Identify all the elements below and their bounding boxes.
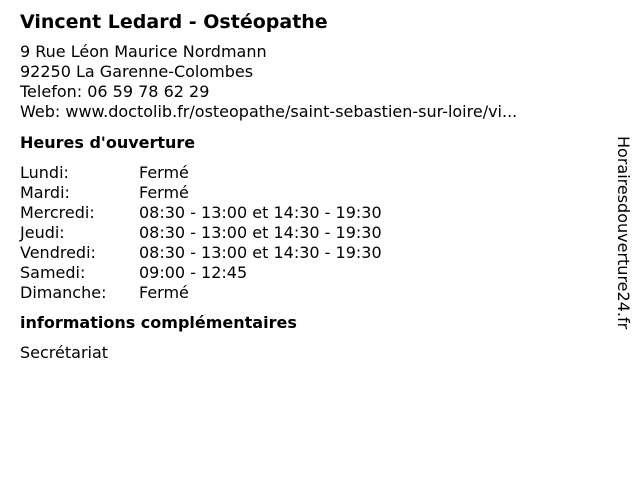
website-link[interactable]: Web: www.doctolib.fr/osteopathe/saint-sebastien-sur-loire/vi... (20, 102, 518, 121)
site-watermark: Horairesdouverture24.fr (614, 136, 633, 330)
day-label-tuesday: Mardi: (20, 183, 70, 202)
hours-value-saturday: 09:00 - 12:45 (139, 263, 248, 282)
additional-info-text: Secrétariat (20, 343, 109, 362)
hours-value-sunday: Fermé (139, 283, 189, 302)
hours-row-thursday (20, 223, 600, 243)
day-label-wednesday: Mercredi: (20, 203, 95, 222)
hours-value-wednesday: 08:30 - 13:00 et 14:30 - 19:30 (139, 203, 382, 222)
hours-value-monday: Fermé (139, 163, 189, 182)
business-info-card (20, 10, 600, 363)
additional-info-heading: informations complémentaires (20, 313, 297, 332)
day-label-thursday: Jeudi: (20, 223, 65, 242)
phone-line: Telefon: 06 59 78 62 29 (20, 82, 210, 101)
hours-value-friday: 08:30 - 13:00 et 14:30 - 19:30 (139, 243, 382, 262)
hours-row-tuesday (20, 183, 600, 203)
hours-row-friday (20, 243, 600, 263)
hours-value-tuesday: Fermé (139, 183, 189, 202)
day-label-sunday: Dimanche: (20, 283, 107, 302)
business-title: Vincent Ledard - Ostéopathe (20, 11, 328, 33)
opening-hours-heading: Heures d'ouverture (20, 133, 196, 152)
hours-row-saturday (20, 263, 600, 283)
opening-hours-list (20, 163, 600, 303)
hours-row-wednesday (20, 203, 600, 223)
day-label-friday: Vendredi: (20, 243, 96, 262)
address-line-1: 9 Rue Léon Maurice Nordmann (20, 42, 267, 61)
day-label-monday: Lundi: (20, 163, 69, 182)
day-label-saturday: Samedi: (20, 263, 86, 282)
hours-value-thursday: 08:30 - 13:00 et 14:30 - 19:30 (139, 223, 382, 242)
hours-row-monday (20, 163, 600, 183)
address-line-2: 92250 La Garenne-Colombes (20, 62, 254, 81)
hours-row-sunday (20, 283, 600, 303)
